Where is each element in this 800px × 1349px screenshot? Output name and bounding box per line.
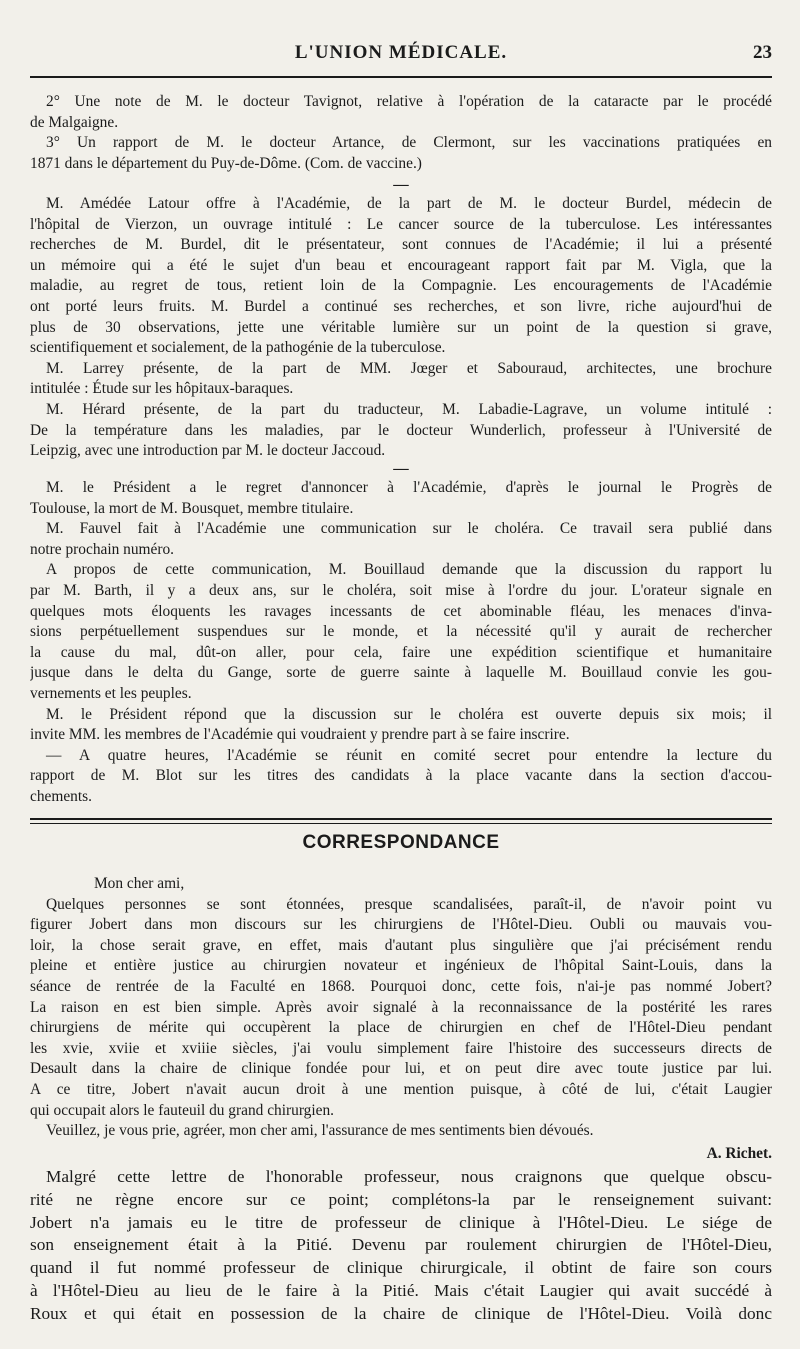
closing-paragraph: [30, 1166, 772, 1326]
text-line: Quelques personnes se sont étonnées, presque scandalisées, paraît-il, de n'avoir point vu: [46, 895, 772, 913]
separator-dash-2: —: [393, 460, 409, 477]
text-line: invite MM. les membres de l'Académie qui voudraient y prendre part à se faire inscrire.: [30, 726, 570, 744]
text-line: pleine et entière justice au chirurgien novateur et ingénieux de l'hôpital Saint-Louis, dans la: [30, 957, 772, 975]
text-line: 1871 dans le département du Puy-de-Dôme. (Com. de vaccine.): [30, 154, 422, 172]
header-rule: [30, 76, 772, 78]
text-line: M. Amédée Latour offre à l'Académie, de la part de M. le docteur Burdel, médecin de: [46, 195, 772, 212]
text-line: son enseignement était à la Pitié. Devenu par roulement chirurgien de l'Hôtel-Dieu,: [30, 1235, 772, 1255]
running-header: [30, 42, 772, 72]
correspondance-heading: CORRESPONDANCE: [302, 832, 500, 853]
text-line: Leipzig, avec une introduction par M. le docteur Jaccoud.: [30, 442, 386, 460]
text-line: maladie, au regret de tous, retient loin de la Compagnie. Les encouragements de l'Académie: [30, 277, 772, 295]
text-line: plus de 30 observations, jette une véritable lumière sur un point de la question si grave,: [30, 318, 772, 336]
text-line: intitulée : Étude sur les hôpitaux-baraques.: [30, 380, 294, 398]
text-line: Roux et qui était en possession de la chaire de clinique de l'Hôtel-Dieu. Voilà donc: [30, 1303, 772, 1323]
section-presentations: [30, 194, 772, 462]
signature: A. Richet.: [706, 1145, 772, 1162]
text-line: La raison en est bien simple. Après avoir signalé à la reconnaissance de la postérité les rares: [30, 998, 772, 1016]
text-line: M. Larrey présente, de la part de MM. Jœger et Sabouraud, architectes, une brochure: [46, 359, 772, 377]
text-line: rapport de M. Blot sur les titres des candidats à la place vacante dans la section d'accou-: [30, 767, 772, 785]
text-line: séance de rentrée de la Faculté en 1868. Pourquoi donc, cette fois, n'ai-je pas nommé Jobert?: [30, 977, 772, 995]
text-line: de Malgaigne.: [30, 113, 119, 131]
text-line: Malgré cette lettre de l'honorable professeur, nous craignons que quelque obscu-: [46, 1167, 772, 1186]
text-line: la cause du mal, dût-on aller, pour cela, faire une expédition scientifique et humanitaire: [30, 643, 772, 661]
text-line: ont porté leurs fruits. M. Burdel a continué ses recherches, et son livre, riche aujourd'hui de: [30, 297, 772, 315]
text-line: Toulouse, la mort de M. Bousquet, membre titulaire.: [30, 499, 354, 517]
text-line: M. Fauvel fait à l'Académie une communication sur le choléra. Ce travail sera publié dans: [46, 520, 772, 538]
text-line: Mon cher ami,: [94, 875, 185, 892]
text-line: chements.: [30, 787, 92, 805]
text-line: De la température dans les maladies, par le docteur Wunderlich, professeur à l'Université de: [30, 421, 772, 439]
text-line: quelques mots éloquents les ravages incessants de cet abominable fléau, les menaces d'inva-: [30, 602, 772, 620]
text-line: quand il fut nommé professeur de clinique chirurgicale, il obtint de faire son cours: [30, 1258, 772, 1278]
text-line: sions perpétuellement suspendues sur le monde, et la nécessité qu'il y aurait de rechercher: [30, 623, 772, 641]
text-line: qui occupait alors le fauteuil du grand chirurgien.: [30, 1101, 335, 1119]
text-line: figurer Jobert dans mon discours sur les chirurgiens de l'Hôtel-Dieu. Oubli ou mauvais vou-: [30, 916, 772, 934]
text-line: notre prochain numéro.: [30, 540, 175, 558]
text-line: Veuillez, je vous prie, agréer, mon cher ami, l'assurance de mes sentiments bien dévoués.: [46, 1122, 594, 1140]
text-line: M. le Président répond que la discussion sur le choléra est ouverte depuis six mois; il: [46, 705, 772, 723]
text-line: 3° Un rapport de M. le docteur Artance, de Clermont, sur les vaccinations pratiquées en: [46, 134, 772, 152]
text-line: vernements et les peuples.: [30, 684, 192, 702]
page-number: 23: [753, 42, 772, 63]
text-line: recherches de M. Burdel, dit le présentateur, sont connues de l'Académie; il lui a présenté: [30, 236, 772, 254]
text-line: — A quatre heures, l'Académie se réunit en comité secret pour entendre la lecture du: [46, 746, 772, 764]
separator-dash-1: —: [393, 176, 409, 193]
text-line: les xvie, xviie et xviiie siècles, j'ai voulu simplement faire l'histoire des successeurs directs de: [30, 1039, 772, 1057]
text-line: A propos de cette communication, M. Bouillaud demande que la discussion du rapport lu: [46, 561, 772, 579]
text-line: un mémoire qui a été le sujet d'un beau et encourageant rapport fait par M. Vigla, que la: [30, 256, 772, 274]
journal-title: L'UNION MÉDICALE.: [294, 42, 508, 63]
text-line: M. le Président a le regret d'annoncer à l'Académie, d'après le journal le Progrès de: [46, 479, 772, 496]
text-line: M. Hérard présente, de la part du traducteur, M. Labadie-Lagrave, un volume intitulé :: [46, 400, 772, 418]
section-president: [30, 478, 772, 808]
section-notes: [30, 92, 772, 174]
section-rule-1: [30, 818, 772, 820]
text-line: Desault dans la chaire de clinique fondée pour lui, et on peut dire avec toute justice par lui.: [30, 1060, 772, 1078]
text-line: chirurgiens de mérite qui occupèrent la place de chirurgien en chef de l'Hôtel-Dieu pendant: [30, 1019, 772, 1037]
text-line: à l'Hôtel-Dieu au lieu de le faire à la Pitié. Mais c'était Laugier qui avait succédé à: [30, 1280, 772, 1300]
text-line: scientifiquement et socialement, de la pathogénie de la tuberculose.: [30, 339, 446, 357]
text-line: rité ne règne encore sur ce point; complétons-la par le renseignement suivant:: [30, 1189, 772, 1209]
text-line: loir, la chose serait grave, en effet, mais d'autant plus singulière que j'ai précisément rendu: [30, 936, 772, 954]
letter-body: [30, 874, 772, 1142]
text-line: jusque dans le delta du Gange, sorte de guerre sainte à laquelle M. Bouillaud convie les gou-: [30, 664, 772, 682]
text-line: l'hôpital de Vierzon, un ouvrage intitulé : Le cancer source de la tuberculose. Les intéressantes: [30, 215, 772, 233]
text-line: par M. Barth, il y a deux ans, sur le choléra, soit mise à l'ordre du jour. L'orateur signale en: [30, 581, 772, 599]
section-rule-2: [30, 823, 772, 824]
text-line: 2° Une note de M. le docteur Tavignot, relative à l'opération de la cataracte par le procédé: [46, 93, 772, 110]
text-line: Jobert n'a jamais eu le titre de professeur de clinique à l'Hôtel-Dieu. Le siége de: [30, 1212, 772, 1232]
text-line: A ce titre, Jobert n'avait aucun droit à une mention puisque, à côté de lui, c'était Laugier: [30, 1080, 772, 1098]
